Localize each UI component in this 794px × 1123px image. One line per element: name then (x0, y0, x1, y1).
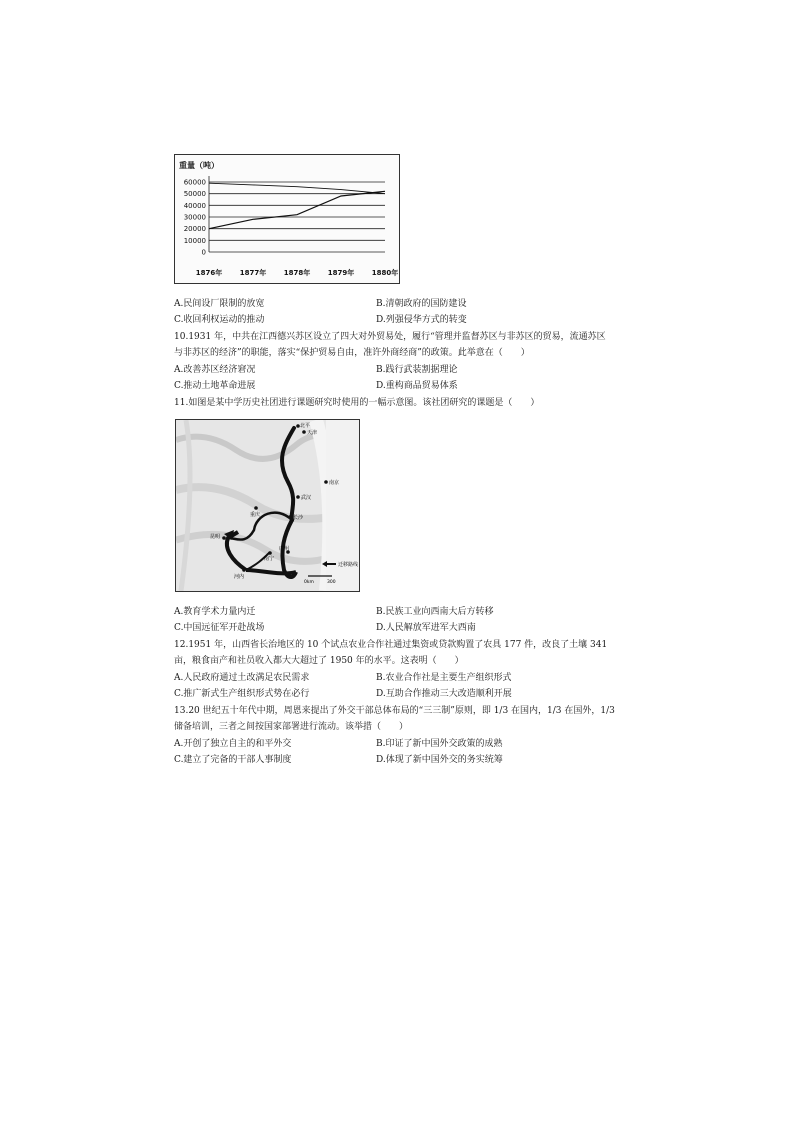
q9-option-a[interactable]: A.民间设厂限制的放宽 (174, 299, 265, 309)
y-tick-label: 10000 (183, 236, 206, 245)
x-tick-label: 1876年 (195, 269, 223, 277)
q10-option-b[interactable]: B.践行武装割据理论 (376, 365, 458, 375)
q12-option-c[interactable]: C.推广新式生产组织形式势在必行 (174, 689, 310, 699)
city-wuhan: 武汉 (301, 495, 312, 501)
q13-option-c[interactable]: C.建立了完备的干部人事制度 (174, 755, 292, 765)
y-tick-label: 20000 (183, 225, 206, 234)
q13-stem-line2: 储备培训，三者之间按国家部署进行流动。该举措（ ） (174, 722, 409, 732)
q12-option-b[interactable]: B.农业合作社是主要生产组织形式 (376, 673, 512, 683)
q11-option-b[interactable]: B.民族工业向西南大后方转移 (376, 607, 494, 617)
y-tick-label: 0 (201, 248, 206, 257)
q9-option-c[interactable]: C.收回利权运动的推动 (174, 315, 265, 325)
q11-option-d[interactable]: D.人民解放军进军大西南 (376, 623, 476, 633)
chart-svg (175, 155, 399, 283)
q11-stem: 11.如图是某中学历史社团进行课题研究时使用的一幅示意图。该社团研究的课题是（ ） (174, 398, 540, 408)
y-tick-label: 40000 (183, 201, 206, 210)
x-tick-label: 1877年 (239, 269, 267, 277)
q12-option-a[interactable]: A.人民政府通过土改满足农民需求 (174, 673, 310, 683)
q10-option-c[interactable]: C.推动土地革命进展 (174, 381, 256, 391)
city-kunming: 昆明 (210, 534, 221, 540)
q11-option-c[interactable]: C.中国远征军开赴战场 (174, 623, 265, 633)
scale-zero: 0km (304, 580, 314, 585)
city-guangzhou: 广州 (279, 546, 290, 552)
city-hanoi: 河内 (234, 574, 245, 580)
y-tick-label: 50000 (183, 190, 206, 199)
q9-option-b[interactable]: B.清朝政府的国防建设 (376, 299, 467, 309)
q9-option-d[interactable]: D.列强侵华方式的转变 (376, 315, 467, 325)
x-tick-label: 1878年 (283, 269, 311, 277)
series-line-1 (209, 191, 385, 228)
q13-option-a[interactable]: A.开创了独立自主的和平外交 (174, 739, 292, 749)
series-line-2 (209, 183, 385, 194)
city-tianjin: 天津 (307, 430, 318, 436)
q10-option-d[interactable]: D.重构商品贸易体系 (376, 381, 458, 391)
q12-stem-line1: 12.1951 年，山西省长治地区的 10 个试点农业合作社通过集资或贷款购置了农具 177 件，改良了土壤 341 (174, 640, 608, 650)
x-tick-label: 1880年 (371, 269, 399, 277)
q12-stem-line2: 亩，粮食亩产和社员收入都大大超过了 1950 年的水平。这表明（ ） (174, 656, 464, 666)
q10-option-a[interactable]: A.改善苏区经济窘况 (174, 365, 256, 375)
q11-option-a[interactable]: A.教育学术力量内迁 (174, 607, 256, 617)
legend-route-label: 迁移路线 (338, 562, 359, 568)
y-tick-label: 60000 (183, 178, 206, 187)
migration-route-map (175, 419, 360, 592)
chart-ylabel: 重量（吨） (179, 161, 219, 170)
map-svg (176, 420, 359, 591)
y-tick-label: 30000 (183, 213, 206, 222)
q13-option-d[interactable]: D.体现了新中国外交的务实统筹 (376, 755, 503, 765)
city-changsha: 长沙 (293, 515, 304, 521)
city-beiping: 北平 (300, 423, 311, 429)
q13-option-b[interactable]: B.印证了新中国外交政策的成熟 (376, 739, 503, 749)
city-chongqing: 重庆 (250, 512, 261, 518)
q12-option-d[interactable]: D.互助合作推动三大改造顺利开展 (376, 689, 512, 699)
city-nanjing: 南京 (329, 480, 340, 486)
tonnage-line-chart (174, 154, 400, 284)
q10-stem-line1: 10.1931 年，中共在江西德兴苏区设立了四大对外贸易处，履行“管理并监督苏区与非苏区的贸易，流通苏区 (174, 332, 606, 342)
city-nanning: 南宁 (264, 556, 275, 562)
q10-stem-line2: 与非苏区的经济”的职能，落实“保护贸易自由，准许外商经商”的政策。此举意在（ ） (174, 348, 530, 358)
x-tick-label: 1879年 (327, 269, 355, 277)
scale-value: 300 (327, 580, 336, 585)
q13-stem-line1: 13.20 世纪五十年代中期，周恩来提出了外交干部总体布局的“三三制”原则，即 1/3 在国内，1/3 在国外，1/3 (174, 706, 615, 716)
